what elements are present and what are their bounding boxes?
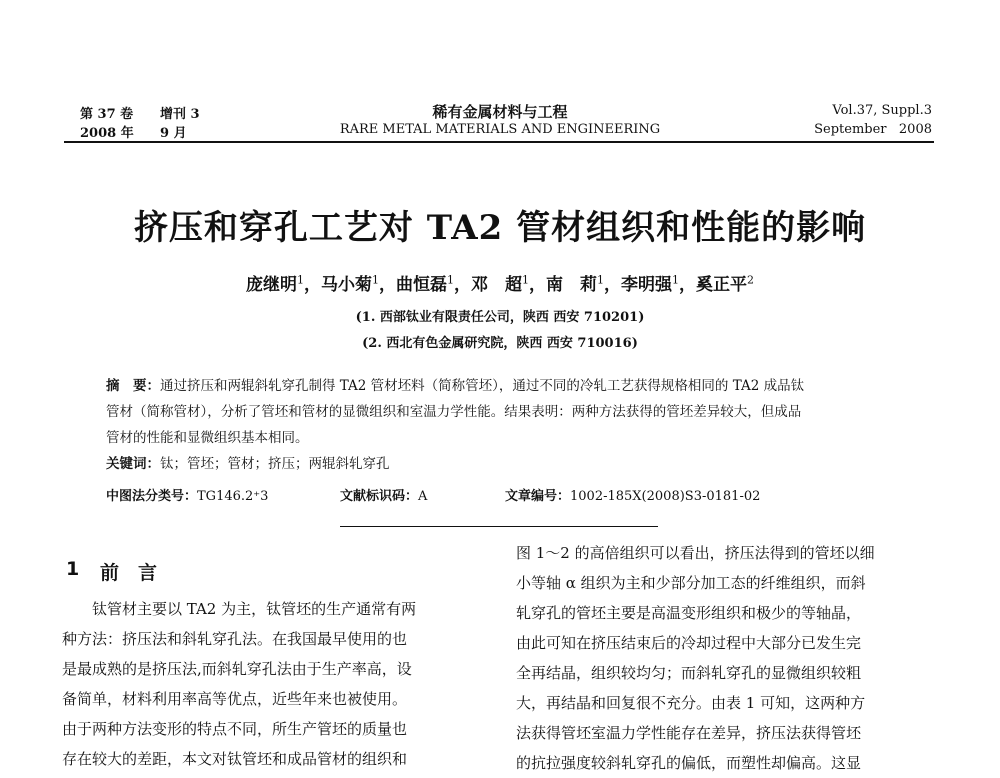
author-name: 南 莉	[546, 275, 597, 295]
journal-name-en: RARE METAL MATERIALS AND ENGINEERING	[339, 122, 661, 137]
body-line: 存在较大的差距，本文对钛管坯和成品管材的组织和	[62, 750, 408, 768]
keywords	[106, 451, 390, 477]
clc-number: 中图法分类号：TG146.2⁺3	[106, 489, 269, 504]
author	[246, 275, 321, 295]
body-line: 种方法：挤压法和斜轧穿孔法。在我国最早使用的也	[62, 630, 408, 648]
body-line: 法获得管坯室温力学性能存在差异，挤压法获得管坯	[516, 724, 862, 742]
author-list	[0, 270, 1000, 295]
abstract-label: 摘 要：	[106, 378, 160, 394]
author-name: 曲恒磊	[396, 275, 447, 295]
author-name: 邓 超	[471, 275, 522, 295]
author-name: 李明强	[621, 275, 672, 295]
body-line: 的抗拉强度较斜轧穿孔的偏低，而塑性却偏高。这显	[516, 754, 862, 772]
author-affiliation-mark: 1	[297, 273, 304, 287]
body-line: 大，再结晶和回复很不充分。由表 1 可知，这两种方	[516, 694, 866, 712]
paper-title: 挤压和穿孔工艺对 TA2 管材组织和性能的影响	[133, 208, 867, 248]
month-label: 9 月	[160, 126, 187, 141]
body-line: 由此可知在挤压结束后的冷却过程中大部分已发生完	[516, 634, 862, 652]
author	[621, 275, 696, 295]
author-separator: ，	[604, 275, 621, 295]
author-affiliation-mark: 2	[747, 273, 754, 287]
author-name: 马小菊	[321, 275, 372, 295]
author	[396, 275, 471, 295]
author-separator: ，	[454, 275, 471, 295]
author-affiliation-mark: 1	[447, 273, 454, 287]
document-code: 文献标识码：A	[340, 489, 428, 504]
author-separator: ，	[529, 275, 546, 295]
author	[471, 275, 546, 295]
author-affiliation-mark: 1	[672, 273, 679, 287]
journal-name-cn: 稀有金属材料与工程	[432, 103, 568, 121]
section-number: 1	[66, 558, 80, 580]
body-line: 小等轴 α 组织为主和少部分加工态的纤维组织，而斜	[516, 574, 866, 592]
author-name: 庞继明	[246, 275, 297, 295]
article-number: 文章编号：1002-185X(2008)S3-0181-02	[505, 489, 761, 504]
body-line: 由于两种方法变形的特点不同，所生产管坯的质量也	[62, 720, 408, 738]
author-affiliation-mark: 1	[597, 273, 604, 287]
keywords-label: 关键词：	[106, 456, 160, 472]
abstract-divider	[340, 526, 658, 527]
header-rule	[64, 141, 934, 143]
left-column	[62, 594, 482, 774]
author-separator: ，	[379, 275, 396, 295]
supplement-label: 增刊 3	[160, 107, 200, 122]
author	[546, 275, 621, 295]
volume-label: 第 37 卷	[80, 107, 134, 122]
body-line: 全再结晶，组织较均匀；而斜轧穿孔的显微组织较粗	[516, 664, 862, 682]
author-separator: ，	[679, 275, 696, 295]
author-affiliation-mark: 1	[522, 273, 529, 287]
author-name: 奚正平	[696, 275, 747, 295]
body-line: 轧穿孔的管坯主要是高温变形组织和极少的等轴晶，	[516, 604, 862, 622]
body-line: 图 1～2 的高倍组织可以看出，挤压法得到的管坯以细	[516, 544, 875, 562]
keywords-text: 钛；管坯；管材；挤压；两辊斜轧穿孔	[160, 456, 390, 472]
abstract-line-1: 摘 要：通过挤压和两辊斜轧穿孔制得 TA2 管材坯料（简称管坯），通过不同的冷轧工艺获得规格相同的 TA2 成品钛	[106, 378, 805, 394]
author-separator: ，	[304, 275, 321, 295]
affiliation-1: (1. 西部钛业有限责任公司，陕西 西安 710201)	[355, 310, 645, 325]
abstract-line-2: 管材（简称管材），分析了管坯和管材的显微组织和室温力学性能。结果表明：两种方法获得的管坯差异较大，但成品	[106, 404, 802, 420]
year-label: 2008 年	[80, 126, 134, 141]
author-affiliation-mark: 1	[372, 273, 379, 287]
affiliation-2: (2. 西北有色金属研究院，陕西 西安 710016)	[362, 336, 638, 351]
right-column	[516, 538, 936, 778]
body-line: 备简单，材料利用率高等优点，近些年来也被使用。	[62, 690, 408, 708]
author	[696, 275, 754, 295]
abstract-line-3: 管材的性能和显微组织基本相同。	[106, 430, 309, 446]
author	[321, 275, 396, 295]
body-line: 是最成熟的是挤压法,而斜轧穿孔法由于生产率高，设	[62, 660, 412, 678]
date-en: September 2008	[814, 122, 932, 137]
section-title: 前 言	[100, 562, 158, 584]
volume-en: Vol.37, Suppl.3	[832, 103, 932, 118]
body-line: 钛管材主要以 TA2 为主，钛管坯的生产通常有两	[62, 600, 417, 618]
